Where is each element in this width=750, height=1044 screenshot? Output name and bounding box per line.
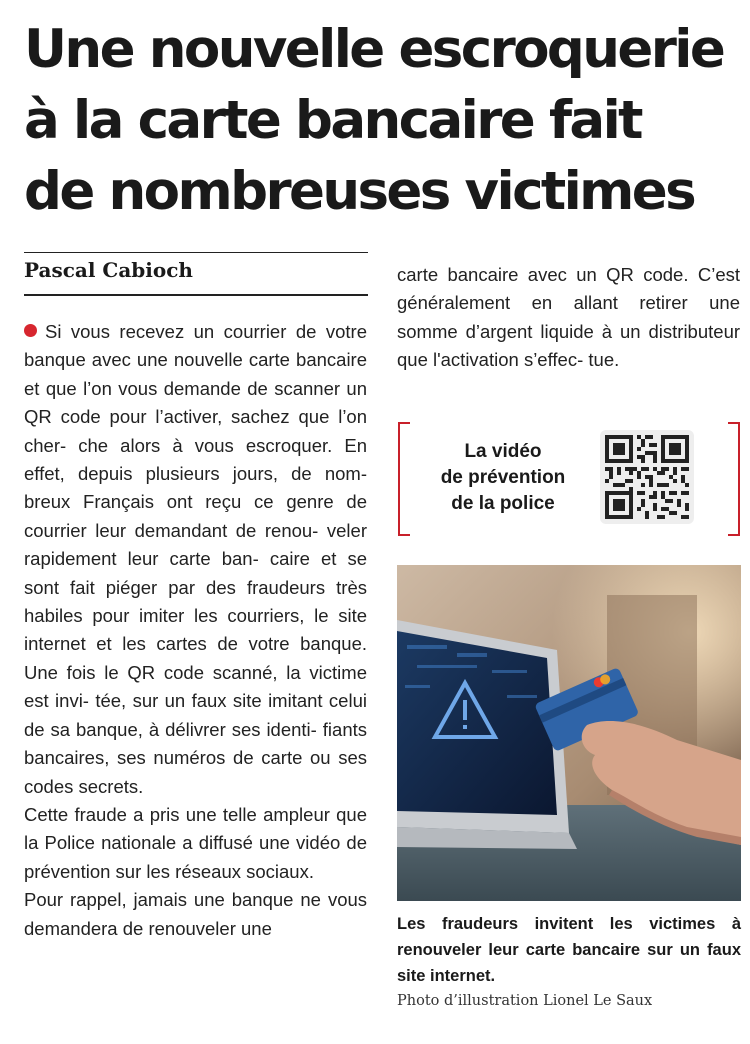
paragraph-1: Si vous recevez un courrier de votre banque avec une nouvelle carte bancaire et que l’on vous demande de scanner un QR code pour l’activer, sachez que l’on cher- che alors à vous escroquer. En effet, depuis plusieurs jours, de nom- breux Français ont reçu ce genre de courrier leur demandant de renou- veler rapidement leur carte ban- caire et se sont fait piéger par des fraudeurs très habiles pour imiter les courriers, le site internet et les cartes de votre banque. Une fois le QR code scanné, la victime est invi- tée, sur un faux site imitant celui de sa banque, à délivrer ses identi- fiants bancaires, ses numéros de carte ou ses codes secrets. [24,321,368,797]
paragraph-2: Cette fraude a pris une telle ampleur que la Police nationale a diffusé une vidéo de prévention sur les réseaux sociaux. [24,803,368,882]
paragraph-3: Pour rappel, jamais une banque ne vous demandera de renouveler une [24,889,368,939]
article-body-left-column [24,318,367,943]
qr-code-icon [605,435,689,519]
headline [24,14,734,227]
photo-caption: Les fraudeurs invitent les victimes à renouveler leur carte bancaire sur un faux site internet. [397,915,741,985]
byline-rule-top [24,252,368,253]
headline-line: à la carte bancaire fait [24,90,641,151]
qr-code[interactable] [600,430,694,524]
red-bullet-icon [24,324,37,337]
headline-line: de nombreuses victimes [24,161,695,222]
illustration-photo [397,565,741,901]
promo-label: La vidéo de prévention de la police [440,441,566,514]
laptop-card-photo [397,565,741,901]
byline-rule-bottom [24,294,368,296]
article-body-right-column: carte bancaire avec un QR code. C’est généralement en allant retirer une somme d’argent liquide à un distributeur que l'activation s’effec- tue. [397,264,741,371]
photo-credit: Photo d’illustration Lionel Le Saux [397,993,653,1009]
promo-bracket-right [728,422,740,536]
police-video-promo[interactable] [398,422,740,532]
headline-line: Une nouvelle escroquerie [24,19,724,80]
author-byline: Pascal Cabioch [24,258,193,282]
promo-bracket-left [398,422,410,536]
